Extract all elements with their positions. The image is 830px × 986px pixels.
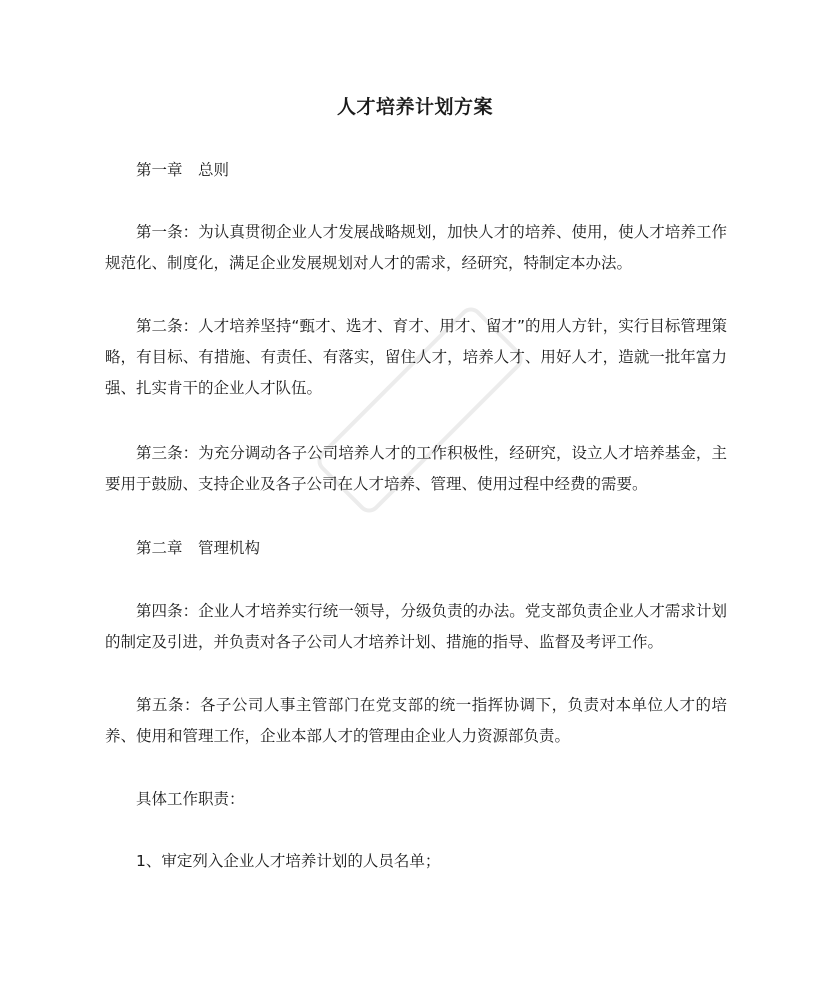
section-label: 具体工作职责： <box>136 790 245 808</box>
article-paragraph: 第三条：为充分调动各子公司培养人才的工作积极性，经研究，设立人才培养基金，主要用于鼓励、支持企业及各子公司在人才培养、管理、使用过程中经费的需要。 <box>105 444 727 493</box>
chapter-heading: 第二章 管理机构 <box>136 539 261 557</box>
article-paragraph: 第四条：企业人才培养实行统一领导，分级负责的办法。党支部负责企业人才需求计划的制定及引进，并负责对各子公司人才培养计划、措施的指导、监督及考评工作。 <box>105 602 727 651</box>
article-paragraph: 第一条：为认真贯彻企业人才发展战略规划，加快人才的培养、使用，使人才培养工作规范化、制度化，满足企业发展规划对人才的需求，经研究，特制定本办法。 <box>105 223 727 272</box>
list-item: 1、审定列入企业人才培养计划的人员名单； <box>136 852 441 870</box>
article-paragraph: 第二条：人才培养坚持“甄才、选才、育才、用才、留才”的用人方针，实行目标管理策略，有目标、有措施、有责任、有落实，留住人才，培养人才、用好人才，造就一批年富力强、扎实肯干的企业人才队伍。 <box>105 317 727 397</box>
chapter-heading: 第一章 总则 <box>136 161 230 179</box>
document-title: 人才培养计划方案 <box>336 96 493 118</box>
article-paragraph: 第五条：各子公司人事主管部门在党支部的统一指挥协调下，负责对本单位人才的培养、使用和管理工作，企业本部人才的管理由企业人力资源部负责。 <box>105 696 727 745</box>
